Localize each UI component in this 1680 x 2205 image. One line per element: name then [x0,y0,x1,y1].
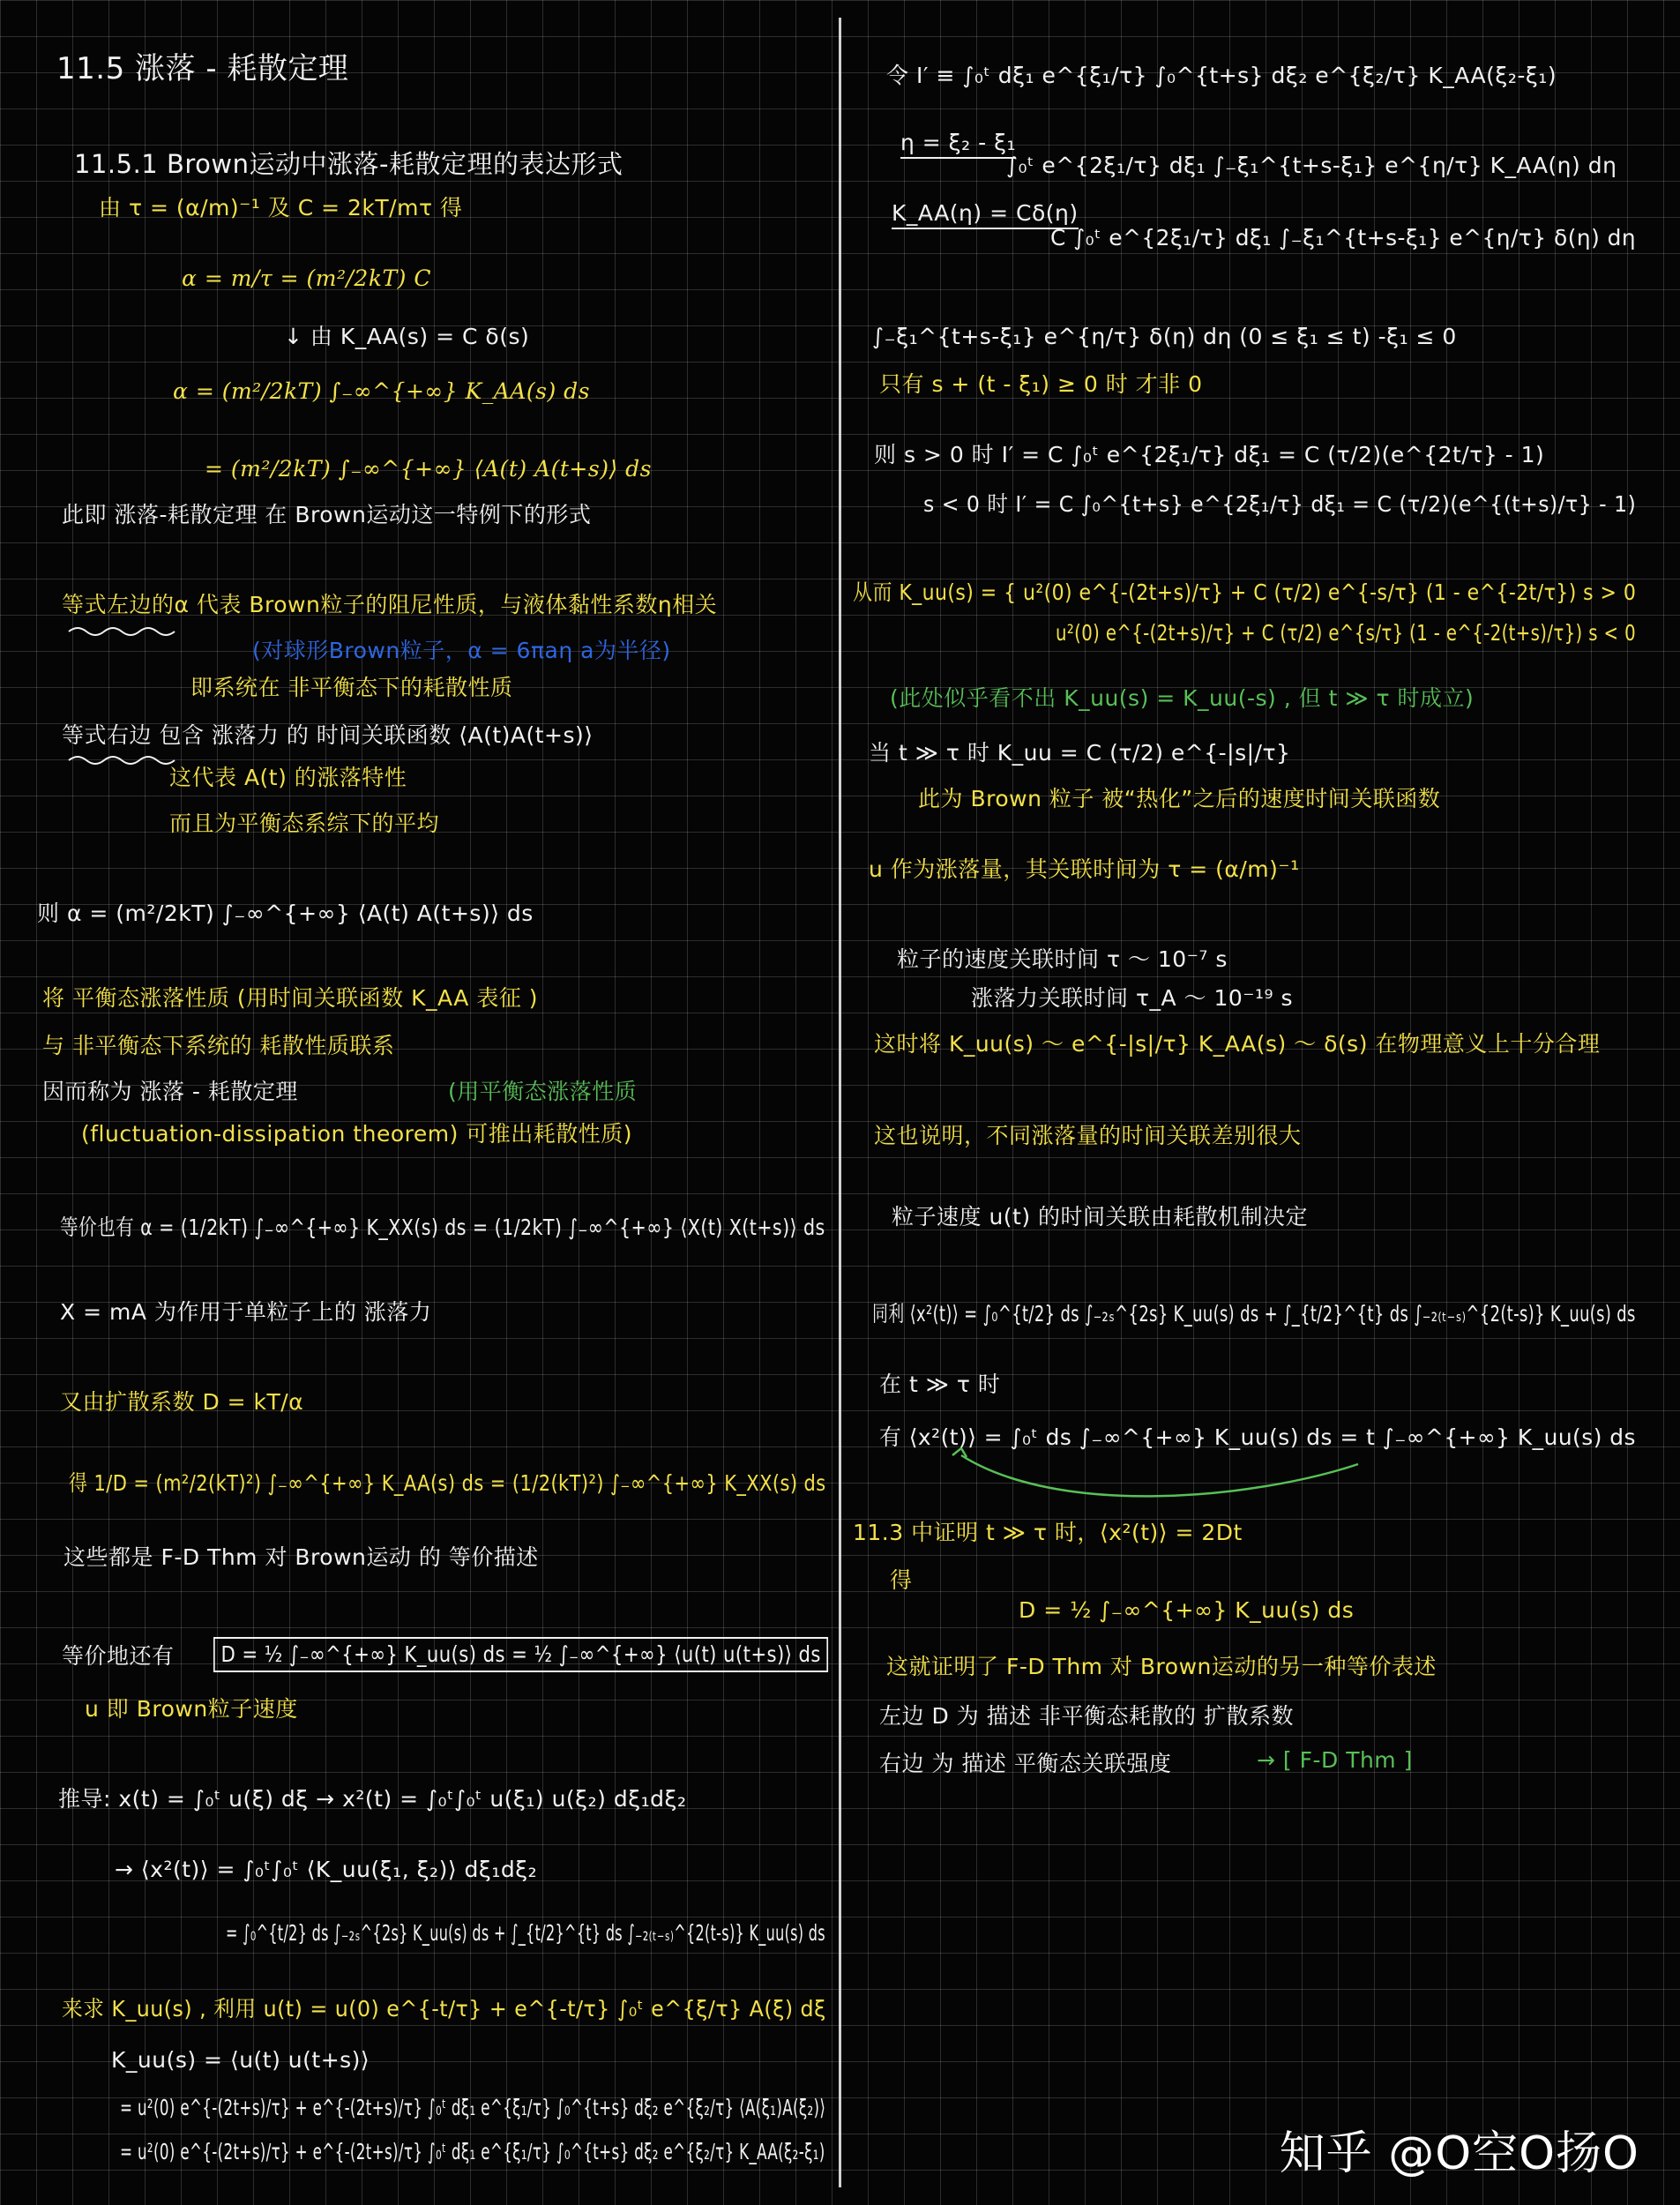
left-note-line-29: → ⟨x²(t)⟩ = ∫₀ᵗ∫₀ᵗ ⟨K_uu(ξ₁, ξ₂)⟩ dξ₁dξ₂ [115,1857,538,1882]
left-note-line-1: 11.5.1 Brown运动中涨落-耗散定理的表达形式 [74,149,623,179]
right-note-line-2: ∫₀ᵗ e^{2ξ₁/τ} dξ₁ ∫₋ξ₁^{t+s-ξ₁} e^{η/τ} K_AA(η) dη [1006,153,1617,178]
right-note-line-13: 此为 Brown 粒子 被“热化”之后的速度时间关联函数 [918,786,1441,811]
right-note-line-16: 涨落力关联时间 τ_A ～ 10⁻¹⁹ s [971,985,1294,1011]
right-note-line-23: 11.3 中证明 t ≫ τ 时，⟨x²(t)⟩ = 2Dt [853,1520,1243,1545]
left-note-line-2: 由 τ = (α/m)⁻¹ 及 C = 2kT/mτ 得 [99,195,463,220]
green-connector-arc [961,1455,1358,1496]
left-note-line-24: 这些都是 F-D Thm 对 Brown运动 的 等价描述 [63,1544,539,1570]
right-note-line-26: 这就证明了 F-D Thm 对 Brown运动的另一种等价表述 [886,1654,1437,1679]
right-note-line-22: 有 ⟨x²(t)⟩ = ∫₀ᵗ ds ∫₋∞^{+∞} K_uu(s) ds = t ∫₋∞^{+∞} K_uu(s) ds [879,1424,1637,1450]
right-note-line-8: s < 0 时 I′ = C ∫₀^{t+s} e^{2ξ₁/τ} dξ₁ = C (τ/2)(e^{(t+s)/τ} - 1) [923,491,1637,517]
right-note-line-11: (此处似乎看不出 K_uu(s) = K_uu(-s) , 但 t ≫ τ 时成立) [890,685,1475,711]
right-note-line-25: D = ½ ∫₋∞^{+∞} K_uu(s) ds [1019,1597,1355,1623]
left-note-line-21: X = mA 为作用于单粒子上的 涨落力 [60,1299,432,1325]
left-note-line-34: = u²(0) e^{-(2t+s)/τ} + e^{-(2t+s)/τ} ∫₀ᵗ dξ₁ e^{ξ₁/τ} ∫₀^{t+s} dξ₂ e^{ξ₂/τ} K_AA(ξ₂-ξ₁) [120,2139,825,2164]
right-note-line-10: u²(0) e^{-(2t+s)/τ} + C (τ/2) e^{s/τ} (1 - e^{-2(t+s)/τ}) s < 0 [1056,620,1636,646]
wavy-underline-right-side [69,757,175,764]
left-note-line-18: (用平衡态涨落性质 [448,1079,638,1104]
column-divider [839,18,841,2187]
left-note-line-20: 等价也有 α = (1/2kT) ∫₋∞^{+∞} K_XX(s) ds = (1/2kT) ∫₋∞^{+∞} ⟨X(t) X(t+s)⟩ ds [60,1215,825,1240]
left-note-line-28: 推导: x(t) = ∫₀ᵗ u(ξ) dξ → x²(t) = ∫₀ᵗ∫₀ᵗ u(ξ₁) u(ξ₂) dξ₁dξ₂ [58,1786,687,1812]
left-note-line-6: = (m²/2kT) ∫₋∞^{+∞} ⟨A(t) A(t+s)⟩ ds [205,456,652,482]
left-note-line-19: (fluctuation-dissipation theorem) 可推出耗散性质) [81,1121,633,1147]
left-note-line-16: 与 非平衡态下系统的 耗散性质联系 [42,1033,395,1058]
left-note-line-27: u 即 Brown粒子速度 [85,1696,298,1722]
right-note-line-6: 只有 s + (t - ξ₁) ≥ 0 时 才非 0 [879,371,1203,397]
left-note-line-12: 这代表 A(t) 的涨落特性 [169,765,407,790]
right-note-line-24: 得 [890,1567,913,1593]
left-note-line-13: 而且为平衡态系综下的平均 [169,811,440,836]
right-note-line-0: 令 I′ ≡ ∫₀ᵗ dξ₁ e^{ξ₁/τ} ∫₀^{t+s} dξ₂ e^{ξ₂/τ} K_AA(ξ₂-ξ₁) [886,63,1557,88]
left-note-line-25: 等价地还有 [62,1643,175,1669]
left-note-line-15: 将 平衡态涨落性质 (用时间关联函数 K_AA 表征 ) [42,985,539,1011]
wavy-underline-left-side [69,628,175,635]
left-note-line-17: 因而称为 涨落 - 耗散定理 [42,1079,298,1104]
left-note-line-8: 等式左边的α 代表 Brown粒子的阻尼性质，与液体黏性系数η相关 [62,592,718,617]
right-note-line-9: 从而 K_uu(s) = { u²(0) e^{-(2t+s)/τ} + C (τ/2) e^{-s/τ} (1 - e^{-2t/τ}) s > 0 [853,579,1637,605]
left-note-line-30: = ∫₀^{t/2} ds ∫₋₂ₛ^{2s} K_uu(s) ds + ∫_{t/2}^{t} ds ∫₋₂₍ₜ₋ₛ₎^{2(t-s)} K_uu(s) ds [226,1920,825,1946]
right-note-line-28: 右边 为 描述 平衡态关联强度 [879,1751,1172,1776]
left-note-line-4: ↓ 由 K_AA(s) = C δ(s) [284,324,530,349]
left-note-line-3: α = m/τ = (m²/2kT) C [182,265,431,291]
right-note-line-27: 左边 D 为 描述 非平衡态耗散的 扩散系数 [879,1703,1294,1729]
left-note-line-14: 则 α = (m²/2kT) ∫₋∞^{+∞} ⟨A(t) A(t+s)⟩ ds [37,901,534,926]
right-note-line-7: 则 s > 0 时 I′ = C ∫₀ᵗ e^{2ξ₁/τ} dξ₁ = C (τ/2)(e^{2t/τ} - 1) [874,442,1545,467]
right-note-line-15: 粒子的速度关联时间 τ ～ 10⁻⁷ s [897,946,1228,972]
right-note-line-19: 粒子速度 u(t) 的时间关联由耗散机制决定 [892,1204,1309,1230]
left-note-line-26: D = ½ ∫₋∞^{+∞} K_uu(s) ds = ½ ∫₋∞^{+∞} ⟨u(t) u(t+s)⟩ ds [213,1637,828,1672]
watermark: 知乎 @O空O扬O [1279,2127,1639,2180]
left-note-line-10: 即系统在 非平衡态下的耗散性质 [190,675,513,700]
left-note-line-23: 得 1/D = (m²/2(kT)²) ∫₋∞^{+∞} K_AA(s) ds = (1/2(kT)²) ∫₋∞^{+∞} K_XX(s) ds [69,1470,826,1496]
left-note-line-31: 来求 K_uu(s) , 利用 u(t) = u(0) e^{-t/τ} + e^{-t/τ} ∫₀ᵗ e^{ξ/τ} A(ξ) dξ [62,1996,826,2022]
right-note-line-5: ∫₋ξ₁^{t+s-ξ₁} e^{η/τ} δ(η) dη (0 ≤ ξ₁ ≤ t) -ξ₁ ≤ 0 [872,324,1457,349]
right-note-line-29: → [ F-D Thm ] [1257,1747,1413,1773]
left-note-line-7: 此即 涨落-耗散定理 在 Brown运动这一特例下的形式 [62,502,592,527]
left-note-line-0: 11.5 涨落 - 耗散定理 [56,51,349,86]
left-note-line-9: (对球形Brown粒子，α = 6πaη a为半径) [252,638,671,663]
right-note-line-17: 这时将 K_uu(s) ～ e^{-|s|/τ} K_AA(s) ～ δ(s) 在物理意义上十分合理 [874,1031,1601,1057]
right-note-line-3: K_AA(η) = Cδ(η) [892,199,1079,229]
left-note-line-32: K_uu(s) = ⟨u(t) u(t+s)⟩ [111,2047,370,2073]
right-note-line-12: 当 t ≫ τ 时 K_uu = C (τ/2) e^{-|s|/τ} [869,740,1291,766]
right-note-line-20: 同利 ⟨x²(t)⟩ = ∫₀^{t/2} ds ∫₋₂ₛ^{2s} K_uu(s) ds + ∫_{t/2}^{t} ds ∫₋₂₍ₜ₋ₛ₎^{2(t-s)} K_uu(s) ds [872,1301,1636,1327]
right-note-line-4: C ∫₀ᵗ e^{2ξ₁/τ} dξ₁ ∫₋ξ₁^{t+s-ξ₁} e^{η/τ} δ(η) dη [1050,225,1637,250]
right-note-line-21: 在 t ≫ τ 时 [879,1372,1001,1397]
right-note-line-18: 这也说明，不同涨落量的时间关联差别很大 [874,1123,1302,1148]
left-note-line-11: 等式右边 包含 涨落力 的 时间关联函数 ⟨A(t)A(t+s)⟩ [62,722,594,748]
left-note-line-5: α = (m²/2kT) ∫₋∞^{+∞} K_AA(s) ds [173,378,590,404]
left-note-line-22: 又由扩散系数 D = kT/α [60,1389,304,1415]
right-note-line-14: u 作为涨落量，其关联时间为 τ = (α/m)⁻¹ [869,856,1300,882]
left-note-line-33: = u²(0) e^{-(2t+s)/τ} + e^{-(2t+s)/τ} ∫₀ᵗ dξ₁ e^{ξ₁/τ} ∫₀^{t+s} dξ₂ e^{ξ₂/τ} ⟨A(ξ₁)A(ξ₂)⟩ [120,2095,826,2120]
right-note-line-1: η = ξ₂ - ξ₁ [900,129,1016,159]
